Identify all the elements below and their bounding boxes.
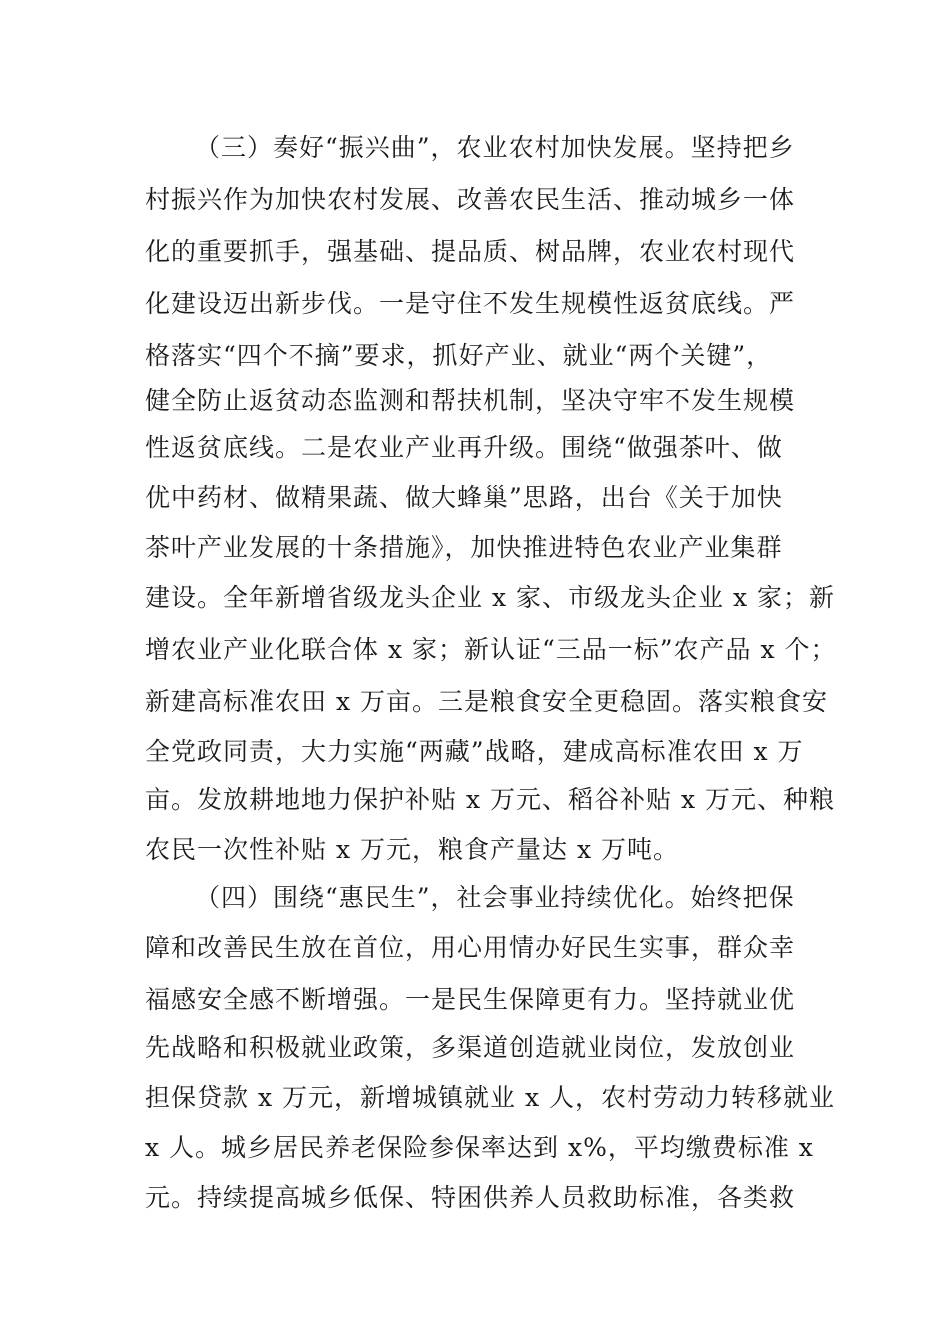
text-line: 健全防止返贫动态监测和帮扶机制，坚决守牢不发生规模 <box>145 386 796 415</box>
text-line: 性返贫底线。二是农业产业再升级。围绕“做强茶叶、做 <box>145 433 783 462</box>
text-line: 优中药材、做精果蔬、做大蜂巢”思路，出台《关于加快 <box>145 483 783 512</box>
text-line: x 人。城乡居民养老保险参保率达到 x%，平均缴费标准 x <box>145 1133 814 1162</box>
text-line: 村振兴作为加快农村发展、改善农民生活、推动城乡一体 <box>145 185 796 214</box>
text-line: （四）围绕“惠民生”，社会事业持续优化。始终把保 <box>195 883 795 912</box>
text-line: 新建高标准农田 x 万亩。三是粮食安全更稳固。落实粮食安 <box>145 687 828 716</box>
text-line: 元。持续提高城乡低保、特困供养人员救助标准，各类救 <box>145 1183 796 1212</box>
text-line: 担保贷款 x 万元，新增城镇就业 x 人，农村劳动力转移就业 <box>145 1083 835 1112</box>
text-line: 障和改善民生放在首位，用心用情办好民生实事，群众幸 <box>145 933 796 962</box>
text-line: 农民一次性补贴 x 万元，粮食产量达 x 万吨。 <box>145 835 679 864</box>
text-line: 化的重要抓手，强基础、提品质、树品牌，农业农村现代 <box>145 237 796 266</box>
text-line: 增农业产业化联合体 x 家；新认证“三品一标”农产品 x 个； <box>145 635 837 664</box>
text-line: 茶叶产业发展的十条措施》，加快推进特色农业产业集群 <box>145 533 783 562</box>
text-line: 先战略和积极就业政策，多渠道创造就业岗位，发放创业 <box>145 1033 796 1062</box>
text-line: （三）奏好“振兴曲”，农业农村加快发展。坚持把乡 <box>195 133 795 162</box>
text-line: 全党政同责，大力实施“两藏”战略，建成高标准农田 x 万 <box>145 737 804 766</box>
text-line: 建设。全年新增省级龙头企业 x 家、市级龙头企业 x 家；新 <box>145 583 835 612</box>
text-line: 亩。发放耕地地力保护补贴 x 万元、稻谷补贴 x 万元、种粮 <box>145 785 835 814</box>
text-line: 化建设迈出新步伐。一是守住不发生规模性返贫底线。严 <box>145 289 796 318</box>
text-line: 格落实“四个不摘”要求，抓好产业、就业“两个关键”， <box>145 341 773 370</box>
text-line: 福感安全感不断增强。一是民生保障更有力。坚持就业优 <box>145 985 796 1014</box>
